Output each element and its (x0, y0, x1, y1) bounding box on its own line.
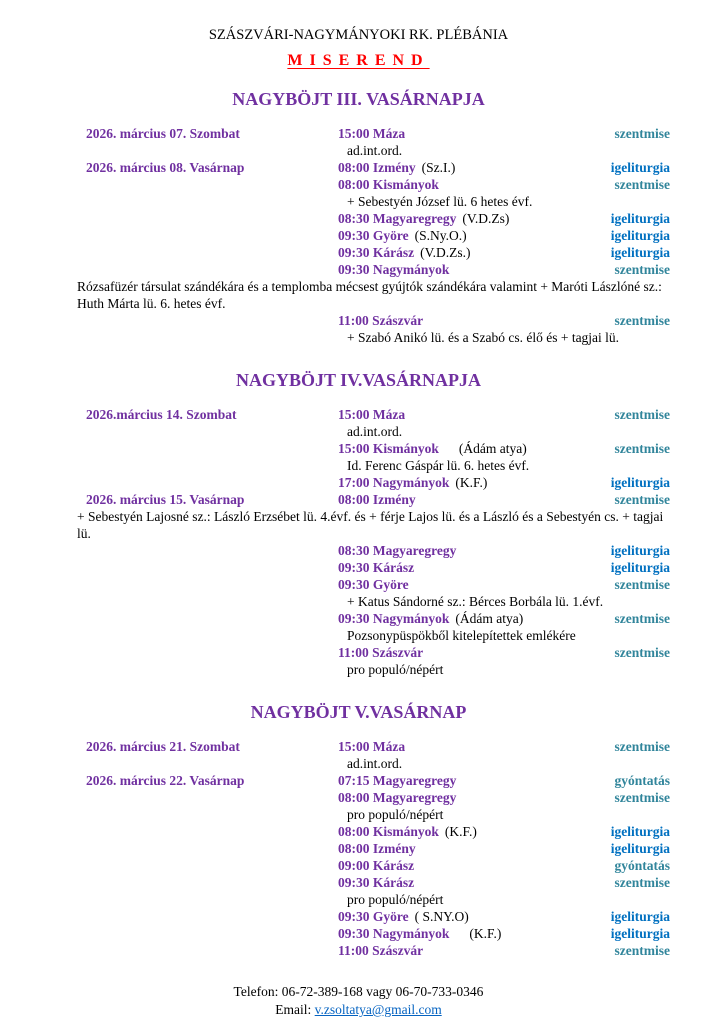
row-service-type: igeliturgia (610, 824, 670, 839)
schedule-row (77, 942, 670, 959)
email-label: Email: (275, 1002, 312, 1017)
row-service-type: gyóntatás (614, 858, 670, 873)
row-time-place: 09:30 Kárász (338, 560, 415, 575)
section-rows (77, 406, 670, 678)
schedule-row (77, 474, 670, 491)
row-service-type: szentmise (614, 126, 670, 141)
schedule-row (77, 312, 670, 329)
row-time-place: 08:30 Magyaregregy (338, 543, 457, 558)
schedule-row (77, 610, 670, 627)
row-time-place: 15:00 Máza (338, 126, 406, 141)
row-annotation: + Sebestyén József lü. 6 hetes évf. (347, 194, 533, 209)
row-service-type: igeliturgia (610, 926, 670, 941)
row-service-type: szentmise (614, 262, 670, 277)
row-annotation: ad.int.ord. (347, 424, 403, 439)
row-time-place: 08:30 Magyaregregy (338, 211, 457, 226)
row-time-place: 09:30 Györe (338, 577, 409, 592)
row-time-place: 11:00 Szászvár (338, 645, 424, 660)
row-annotation: Id. Ferenc Gáspár lü. 6. hetes évf. (347, 458, 530, 473)
row-time-place: 09:30 Györe (338, 228, 409, 243)
row-note: ( S.NY.O) (414, 909, 469, 924)
row-mid (338, 576, 615, 593)
email-link[interactable]: v.zsoltatya@gmail.com (314, 1002, 442, 1017)
row-note: (V.D.Zs.) (420, 245, 471, 260)
row-time-place: 09:30 Györe (338, 909, 409, 924)
row-annotation: Rózsafüzér társulat szándékára és a templomba mécsest gyújtók szándékára valamint + Maróti Lászlóné sz.: Huth Márta lü. 6. hetes évf. (77, 279, 662, 311)
row-mid (338, 738, 615, 755)
section-rows (77, 125, 670, 346)
row-time-place: 09:30 Nagymányok (338, 926, 450, 941)
row-time-place: 09:30 Kárász (338, 245, 415, 260)
schedule (0, 87, 717, 959)
row-time-place: 07:15 Magyaregregy (338, 773, 457, 788)
row-mid (338, 261, 615, 278)
row-mid (338, 474, 611, 491)
row-mid (338, 210, 611, 227)
row-service-type: szentmise (614, 577, 670, 592)
row-mid (338, 908, 611, 925)
row-note: (Ádám atya) (455, 611, 524, 626)
row-time-place: 11:00 Szászvár (338, 313, 424, 328)
row-annotation: pro populó/népért (347, 807, 444, 822)
row-time-place: 09:00 Kárász (338, 858, 415, 873)
row-service-type: igeliturgia (610, 909, 670, 924)
row-service-type: szentmise (614, 739, 670, 754)
email-line (0, 1001, 717, 1019)
row-time-place: 11:00 Szászvár (338, 943, 424, 958)
schedule-row (77, 491, 670, 508)
row-service-type: szentmise (614, 645, 670, 660)
row-annotation: pro populó/népért (347, 892, 444, 907)
schedule-row (77, 925, 670, 942)
row-date: 2026. március 21. Szombat (86, 739, 240, 754)
row-time-place: 09:30 Nagymányok (338, 611, 450, 626)
row-annotation: + Katus Sándorné sz.: Bérces Borbála lü. 1.évf. (347, 594, 604, 609)
schedule-row (77, 823, 670, 840)
row-note: (S.Ny.O.) (414, 228, 467, 243)
row-mid (338, 610, 615, 627)
schedule-row (77, 440, 670, 457)
row-service-type: igeliturgia (610, 160, 670, 175)
row-annotation: ad.int.ord. (347, 143, 403, 158)
row-time-place: 15:00 Máza (338, 739, 406, 754)
schedule-row (77, 857, 670, 874)
row-service-type: gyóntatás (614, 773, 670, 788)
schedule-row (77, 840, 670, 857)
row-time-place: 09:30 Nagymányok (338, 262, 450, 277)
row-time-place: 15:00 Máza (338, 407, 406, 422)
row-mid (338, 542, 611, 559)
schedule-row (77, 406, 670, 423)
row-mid (338, 644, 615, 661)
row-note: (K.F.) (455, 475, 488, 490)
row-time-place: 17:00 Nagymányok (338, 475, 450, 490)
section-title: NAGYBÖJT III. VASÁRNAPJA (232, 89, 485, 109)
row-note: (K.F.) (444, 824, 477, 839)
row-service-type: igeliturgia (610, 560, 670, 575)
row-service-type: igeliturgia (610, 475, 670, 490)
row-service-type: igeliturgia (610, 841, 670, 856)
row-annotation: ad.int.ord. (347, 756, 403, 771)
row-mid (338, 942, 615, 959)
row-mid (338, 176, 615, 193)
row-time-place: 09:30 Kárász (338, 875, 415, 890)
row-mid (338, 125, 615, 142)
schedule-row (77, 244, 670, 261)
schedule-row (77, 908, 670, 925)
row-time-place: 08:00 Magyaregregy (338, 790, 457, 805)
phone-line: Telefon: 06-72-389-168 vagy 06-70-733-0346 (233, 984, 484, 999)
footer (0, 983, 717, 1019)
schedule-row (77, 644, 670, 661)
row-mid (338, 772, 614, 789)
row-date: 2026.március 14. Szombat (86, 407, 237, 422)
schedule-row (77, 210, 670, 227)
schedule-row (77, 542, 670, 559)
row-annotation: + Szabó Anikó lü. és a Szabó cs. élő és + tagjai lü. (347, 330, 620, 345)
row-service-type: szentmise (614, 407, 670, 422)
row-service-type: szentmise (614, 177, 670, 192)
row-note: (Sz.I.) (421, 160, 456, 175)
row-mid (338, 823, 611, 840)
row-service-type: igeliturgia (610, 245, 670, 260)
schedule-row (77, 772, 670, 789)
row-note: (K.F.) (469, 926, 502, 941)
document-title: MISEREND (287, 52, 430, 69)
row-mid (338, 925, 611, 942)
row-mid (338, 440, 615, 457)
row-mid (338, 244, 611, 261)
section-title: NAGYBÖJT IV.VASÁRNAPJA (235, 370, 482, 390)
row-date: 2026. március 15. Vasárnap (86, 492, 245, 507)
row-service-type: szentmise (614, 492, 670, 507)
row-mid (338, 559, 611, 576)
row-mid (338, 406, 615, 423)
row-date: 2026. március 07. Szombat (86, 126, 240, 141)
row-service-type: igeliturgia (610, 543, 670, 558)
schedule-row (77, 576, 670, 593)
schedule-row (77, 559, 670, 576)
schedule-row (77, 125, 670, 142)
row-mid (338, 857, 614, 874)
row-annotation: Pozsonypüspökből kitelepítettek emlékére (347, 628, 576, 643)
schedule-row (77, 159, 670, 176)
schedule-row (77, 261, 670, 278)
schedule-row (77, 789, 670, 806)
row-mid (338, 491, 615, 508)
row-time-place: 15:00 Kismányok (338, 441, 439, 456)
row-service-type: szentmise (614, 441, 670, 456)
row-note: (Ádám atya) (458, 441, 527, 456)
row-time-place: 08:00 Kismányok (338, 177, 439, 192)
row-service-type: szentmise (614, 943, 670, 958)
row-mid (338, 312, 615, 329)
row-service-type: szentmise (614, 875, 670, 890)
row-mid (338, 840, 611, 857)
schedule-row (77, 738, 670, 755)
schedule-row (77, 227, 670, 244)
row-date: 2026. március 08. Vasárnap (86, 160, 245, 175)
row-service-type: szentmise (614, 313, 670, 328)
row-mid (338, 874, 615, 891)
row-mid (338, 227, 611, 244)
parish-title: SZÁSZVÁRI-NAGYMÁNYOKI RK. PLÉBÁNIA (208, 27, 509, 43)
row-service-type: szentmise (614, 611, 670, 626)
row-date: 2026. március 22. Vasárnap (86, 773, 245, 788)
schedule-row (77, 874, 670, 891)
row-time-place: 08:00 Izmény (338, 492, 416, 507)
row-note: (V.D.Zs) (462, 211, 510, 226)
row-time-place: 08:00 Kismányok (338, 824, 439, 839)
schedule-row (77, 176, 670, 193)
section-title: NAGYBÖJT V.VASÁRNAP (250, 702, 467, 722)
row-service-type: szentmise (614, 790, 670, 805)
row-mid (338, 789, 615, 806)
row-time-place: 08:00 Izmény (338, 160, 416, 175)
section-rows (77, 738, 670, 959)
row-annotation: + Sebestyén Lajosné sz.: László Erzsébet lü. 4.évf. és + férje Lajos lü. és a László és a Sebestyén cs. + tagjai lü. (77, 509, 664, 541)
row-time-place: 08:00 Izmény (338, 841, 416, 856)
row-mid (338, 159, 611, 176)
row-annotation: pro populó/népért (347, 662, 444, 677)
row-service-type: igeliturgia (610, 228, 670, 243)
row-service-type: igeliturgia (610, 211, 670, 226)
